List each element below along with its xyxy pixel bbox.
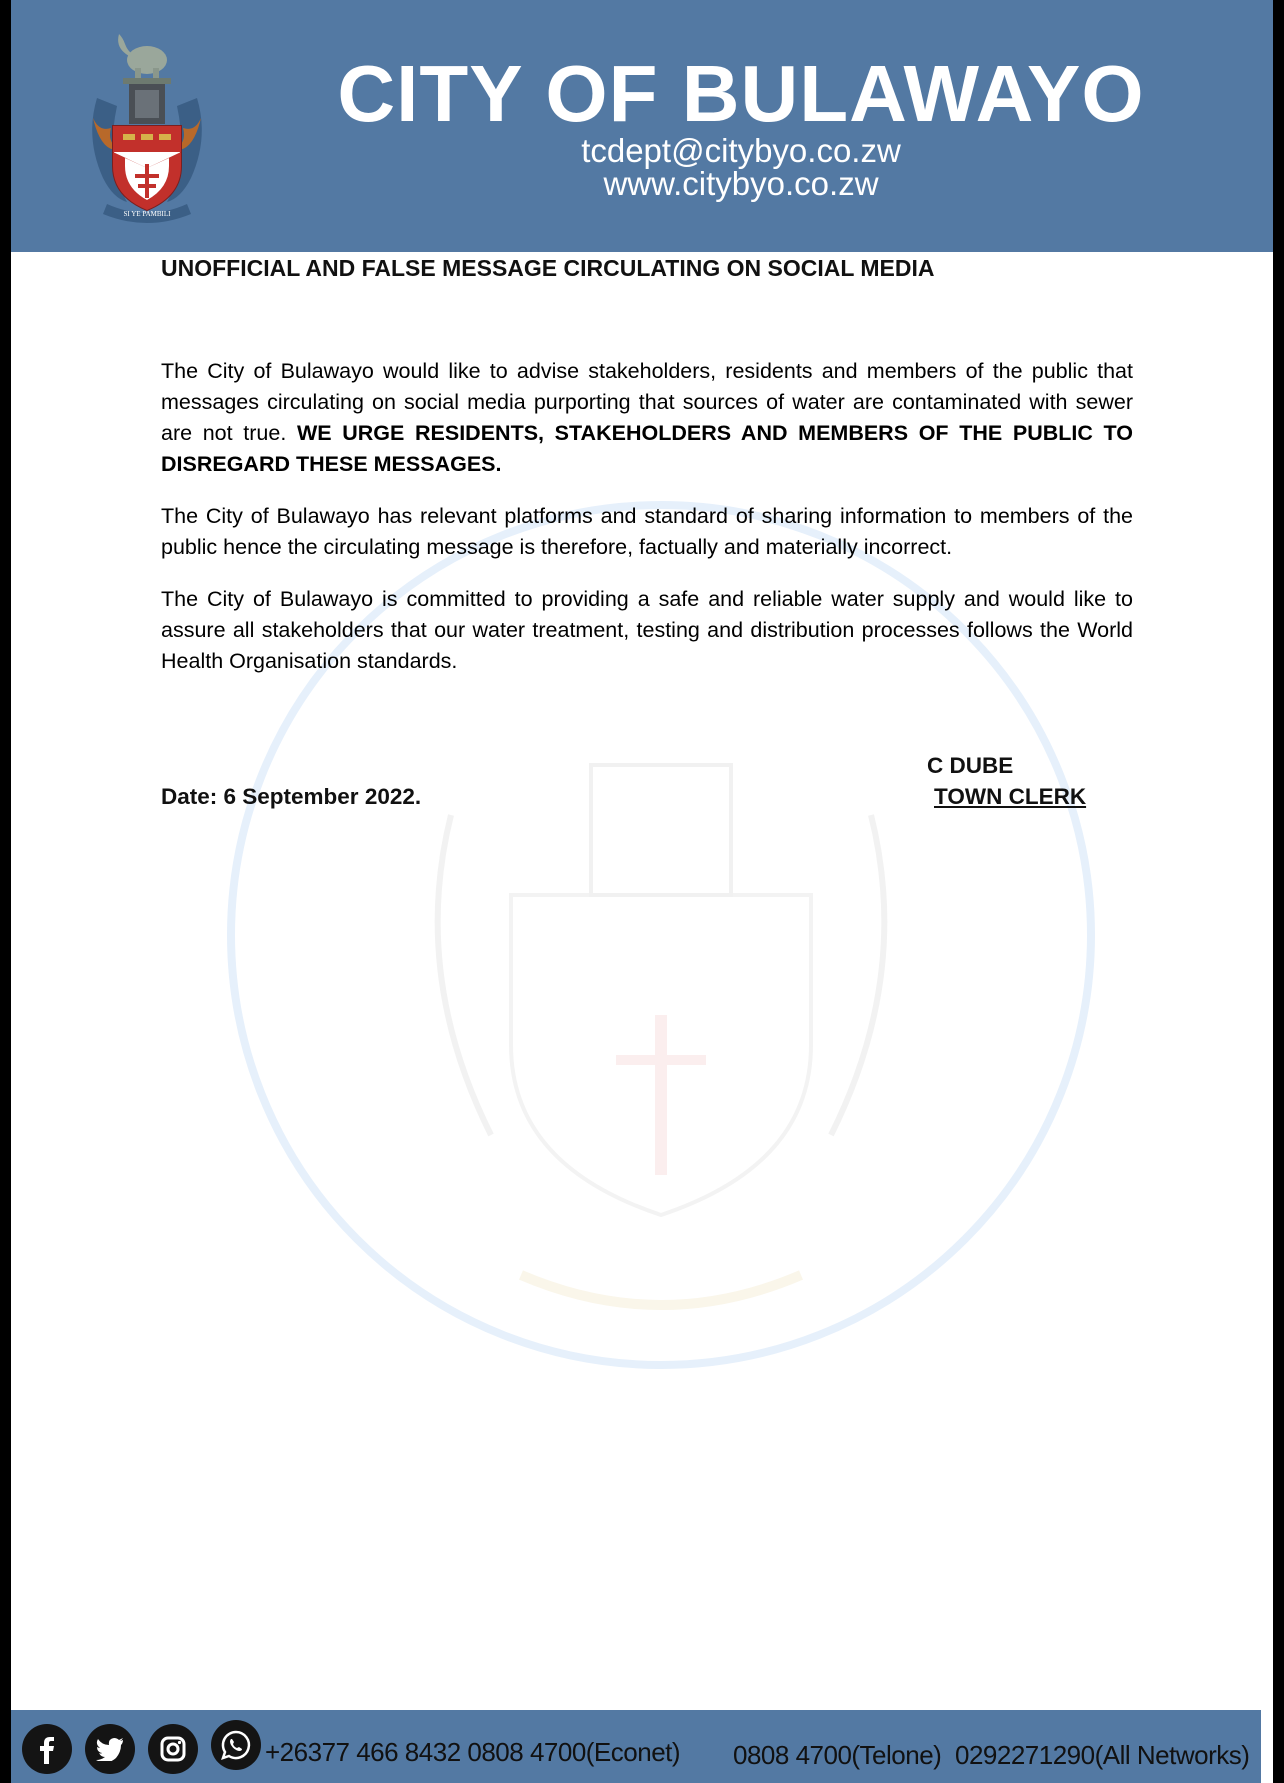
letterhead-banner bbox=[11, 0, 1273, 252]
city-title: CITY OF BULAWAYO bbox=[337, 49, 1145, 138]
coat-of-arms-icon bbox=[77, 28, 217, 224]
instagram-icon[interactable] bbox=[148, 1724, 198, 1774]
twitter-icon[interactable] bbox=[85, 1724, 135, 1774]
svg-text:SI YE PAMBILI: SI YE PAMBILI bbox=[123, 210, 171, 218]
paragraph-1-text: The City of Bulawayo would like to advise stakeholders, residents and members of the public that messages circulating on social media purporting that sources of water are contaminated with sewer are not true. bbox=[161, 359, 1133, 445]
contact-footer bbox=[11, 1710, 1261, 1783]
notice-date: Date: 6 September 2022. bbox=[161, 784, 422, 809]
whatsapp-icon[interactable] bbox=[211, 1720, 261, 1770]
phone-econet[interactable]: +26377 466 8432 0808 4700(Econet) bbox=[265, 1737, 681, 1767]
notice-headline: UNOFFICIAL AND FALSE MESSAGE CIRCULATING ON SOCIAL MEDIA bbox=[161, 255, 935, 281]
scan-border bbox=[1273, 0, 1284, 1783]
phone-all-networks[interactable]: 0292271290(All Networks) bbox=[955, 1740, 1250, 1770]
header-website[interactable]: www.citybyo.co.zw bbox=[603, 165, 879, 202]
paragraph-2: The City of Bulawayo has relevant platforms and standard of sharing information to members of the public hence the circulating message is therefore, factually and materially incorrect. bbox=[161, 504, 1133, 559]
document-page bbox=[11, 0, 1273, 1783]
paragraph-3: The City of Bulawayo is committed to providing a safe and reliable water supply and would like to assure all stakeholders that our water treatment, testing and distribution processes follows the World Health Organisation standards. bbox=[161, 587, 1133, 673]
facebook-icon[interactable] bbox=[22, 1724, 72, 1774]
signatory-title: TOWN CLERK bbox=[934, 784, 1087, 809]
paragraph-1 bbox=[161, 356, 1133, 480]
phone-telone[interactable]: 0808 4700(Telone) bbox=[733, 1740, 942, 1770]
header-email[interactable]: tcdept@citybyo.co.zw bbox=[581, 132, 901, 169]
signatory-name: C DUBE bbox=[927, 753, 1014, 778]
paragraph-1-emphasis: WE URGE RESIDENTS, STAKEHOLDERS AND MEMBERS OF THE PUBLIC TO DISREGARD THESE MESSAGES. bbox=[161, 421, 1134, 476]
